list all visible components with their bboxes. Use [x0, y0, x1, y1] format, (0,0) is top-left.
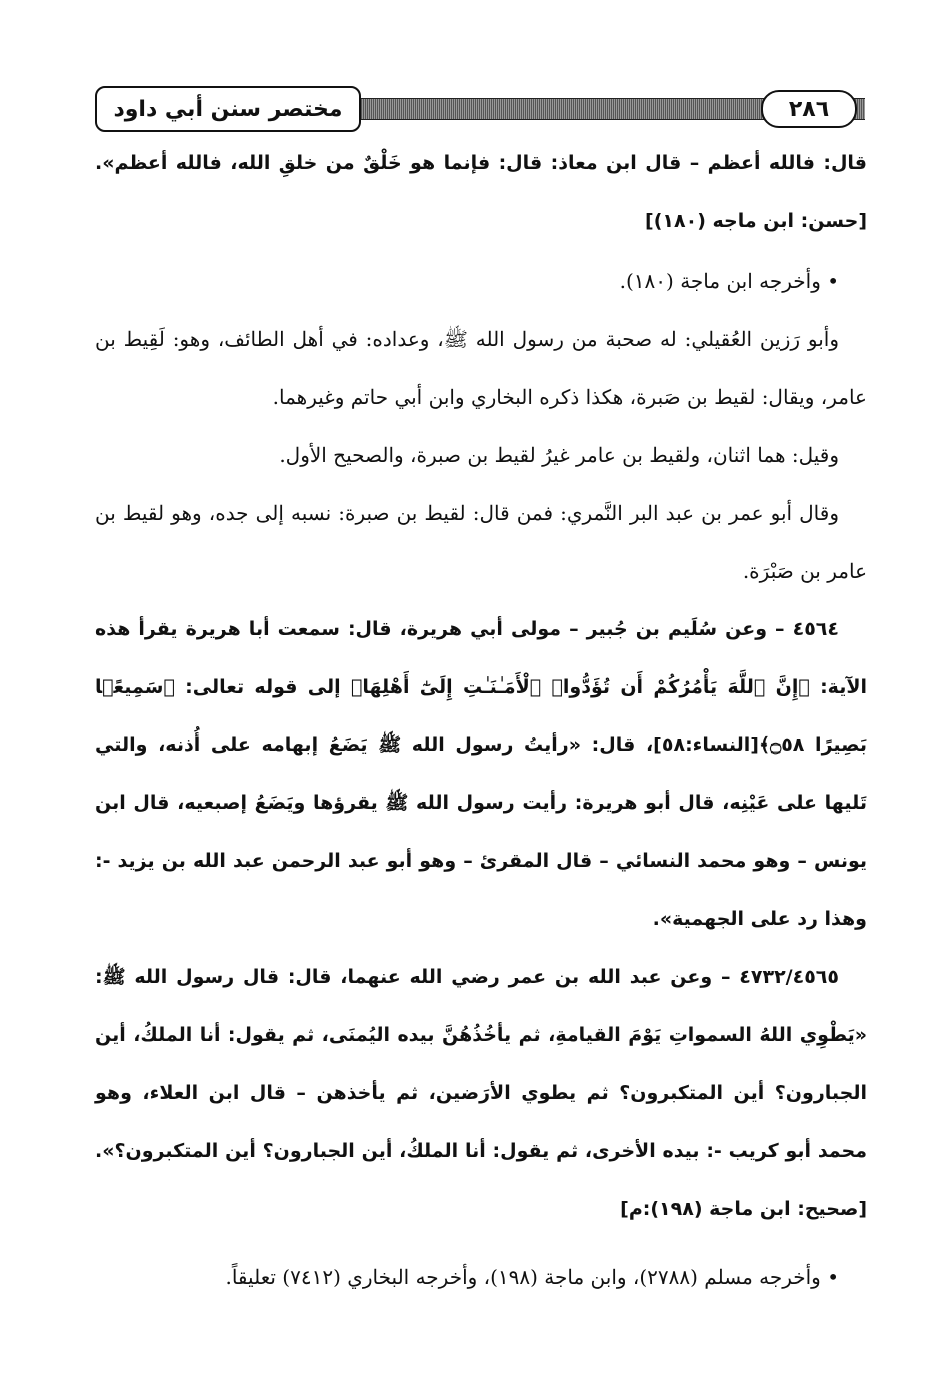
hadith-continuation: قال: فالله أعظم – قال ابن معاذ: قال: فإنما هو خَلْقٌ من خلقِ الله، فالله أعظم». [حسن: ابن ماجه (١٨٠)]: [95, 152, 867, 232]
narrator-note: وقيل: هما اثنان، ولقيط بن عامر غيرُ لقيط بن صبرة، والصحيح الأول.: [279, 443, 839, 467]
page-body: [95, 134, 867, 1306]
narrator-note: وأبو رَزين العُقيلي: له صحبة من رسول الله ﷺ، وعداده: في أهل الطائف، وهو: لَقِيط بن عامر، ويقال: لقيط بن صَبرة، هكذا ذكره البخاري وابن أبي حاتم وغيرهما.: [95, 327, 867, 409]
page-header: [95, 86, 865, 132]
book-title: مختصر سنن أبي داود: [95, 86, 361, 132]
takhrij-note: • وأخرجه ابن ماجة (١٨٠).: [619, 269, 839, 293]
takhrij-note: • وأخرجه مسلم (٢٧٨٨)، وابن ماجة (١٩٨)، وأخرجه البخاري (٧٤١٢) تعليقاً.: [225, 1265, 839, 1289]
hadith-4565: ٤٧٣٢/٤٥٦٥ – وعن عبد الله بن عمر رضي الله عنهما، قال: قال رسول الله ﷺ: «يَطْوِي اللهُ السمواتِ يَوْمَ القيامةِ، ثم يأخُذُهُنَّ بيده اليُمنَى، ثم يقول: أنا الملكُ، أين الجبارون؟ أين المتكبرون؟ ثم يطوي الأرَضين، ثم يأخذهن – قال ابن العلاء، وهو محمد أبو كريب -: بيده الأخرى، ثم يقول: أنا الملكُ، أين الجبارون؟ أين المتكبرون؟». [صحيح: ابن ماجة (١٩٨):م]: [95, 966, 867, 1220]
page-number: ٢٨٦: [761, 90, 857, 128]
hadith-4564: ٤٥٦٤ – وعن سُلَيم بن جُبير – مولى أبي هريرة، قال: سمعت أبا هريرة يقرأ هذه الآية: ﴿إِنَّ ٱللَّهَ يَأْمُرُكُمْ أَن تُؤَدُّوا۟ ٱلْأَمَـٰنَـٰتِ إِلَىٰٓ أَهْلِهَا﴾ إلى قوله تعالى: ﴿سَمِيعًۢا بَصِيرًا ۝٥٨﴾[النساء:٥٨]، قال: «رأيتُ رسول الله ﷺ يَضَعُ إبهامه على أُذنه، والتي تَليها على عَيْنِه، قال أبو هريرة: رأيت رسول الله ﷺ يقرؤها ويَضَعُ إصبعيه، قال ابن يونس – وهو محمد النسائي – قال المقرئ – وهو أبو عبد الرحمن عبد الله بن يزيد -: وهذا رد على الجهمية».: [95, 618, 867, 930]
narrator-note: وقال أبو عمر بن عبد البر النَّمري: فمن قال: لقيط بن صبرة: نسبه إلى جده، وهو لقيط بن عامر بن صَبْرَة.: [95, 501, 867, 583]
